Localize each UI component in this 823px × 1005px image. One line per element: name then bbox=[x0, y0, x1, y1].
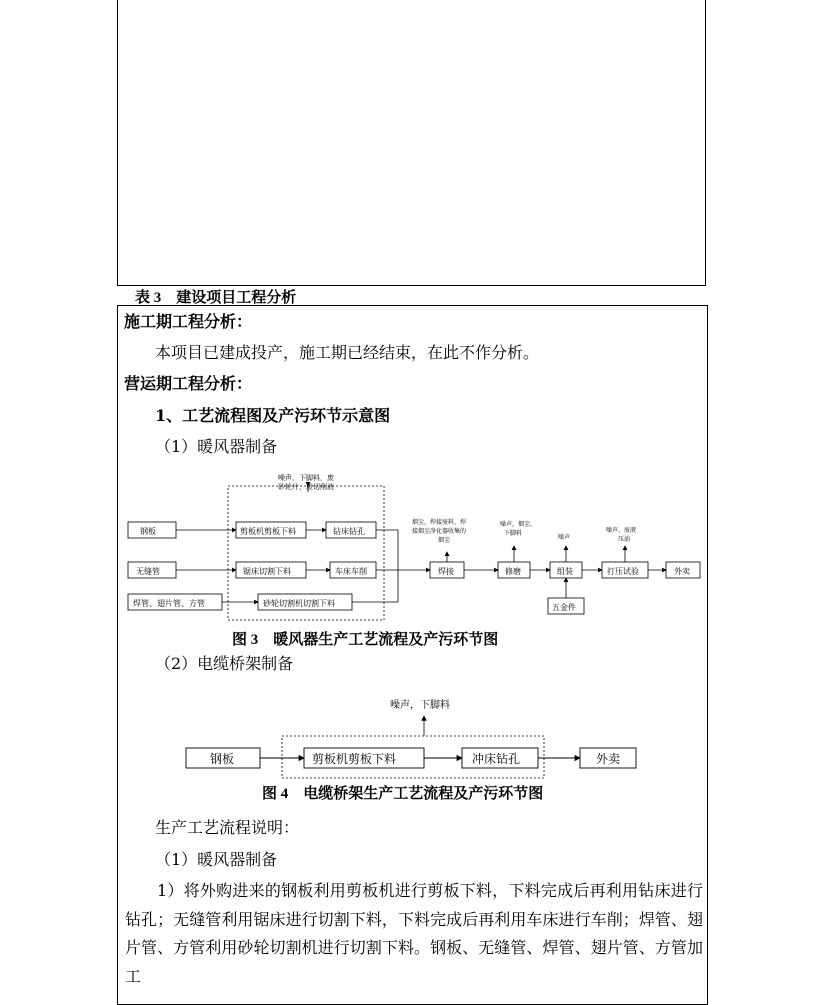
pollutant-test-2: 压油 bbox=[618, 536, 631, 543]
fig4-punch: 冲床钻孔 bbox=[472, 752, 521, 766]
item-heater: （1）暖风器制备 bbox=[155, 437, 278, 456]
pollutant-weld-1: 烟尘，焊接废料，焊 bbox=[412, 519, 467, 526]
construction-text: 本项目已建成投产，施工期已经结束，在此不作分析。 bbox=[155, 343, 540, 362]
step-assemble: 组装 bbox=[557, 567, 573, 576]
step-pressure-test: 打压试验 bbox=[607, 567, 639, 576]
description-paragraph: 1）将外购进来的钢板利用剪板机进行剪板下料，下料完成后再利用钻床进行钻孔；无缝管利用锯床进行切割下料，下料完成后再利用车床进行车削；焊管、翅片管、方管利用砂轮切割机进行切割下料。钢板、无缝管、焊管、翅片管、方管加工 bbox=[125, 881, 703, 986]
input-hardware: 五金件 bbox=[552, 603, 576, 612]
step-saw: 锯床切割下料 bbox=[243, 567, 291, 576]
fig4-steel: 钢板 bbox=[210, 752, 235, 766]
figure3-caption: 图 3 暖风器生产工艺流程及产污环节图 bbox=[232, 632, 499, 648]
operation-heading: 营运期工程分析： bbox=[124, 374, 253, 393]
pollutant-test-1: 噪声，废液 bbox=[606, 527, 637, 534]
pollutant-cutting-2: 砂轮片，废切削液 bbox=[278, 483, 334, 491]
construction-heading: 施工期工程分析： bbox=[124, 312, 253, 331]
step-weld: 焊接 bbox=[438, 567, 454, 576]
pollutant-weld-2: 接烟尘净化器收集的 bbox=[412, 528, 467, 535]
table-caption: 表 3 建设项目工程分析 bbox=[135, 290, 297, 306]
fig4-sell: 外卖 bbox=[596, 752, 621, 766]
description-item-heater: （1）暖风器制备 bbox=[155, 850, 278, 869]
step-grinding: 修磨 bbox=[505, 567, 521, 576]
step-sell: 外卖 bbox=[674, 567, 690, 576]
pollutant-grind-2: 下脚料 bbox=[504, 530, 523, 537]
figure4-caption: 图 4 电缆桥架生产工艺流程及产污环节图 bbox=[262, 786, 544, 802]
step-drill: 钻床钻孔 bbox=[333, 527, 365, 536]
input-pipes: 焊管、翅片管、方管 bbox=[133, 599, 205, 608]
figure4-pollutant: 噪声，下脚料 bbox=[390, 700, 450, 711]
top-table-cell bbox=[117, 0, 706, 286]
pollutant-cutting-1: 噪声，下脚料，废 bbox=[278, 474, 334, 482]
pollutant-weld-3: 烟尘 bbox=[438, 537, 451, 544]
step-shear: 剪板机剪板下料 bbox=[240, 527, 296, 536]
flow-subheading: 1、工艺流程图及产污环节示意图 bbox=[155, 406, 391, 425]
pollutant-grind-1: 噪声，烟尘， bbox=[500, 521, 537, 528]
step-grind-cut: 砂轮切割机切割下料 bbox=[263, 599, 335, 608]
input-seamless-pipe: 无缝管 bbox=[136, 567, 160, 576]
figure4-diagram bbox=[118, 690, 708, 782]
pollutant-assembly: 噪声 bbox=[558, 534, 571, 541]
input-steel: 钢板 bbox=[140, 527, 156, 536]
figure3-diagram bbox=[118, 466, 708, 626]
description-heading: 生产工艺流程说明： bbox=[155, 818, 300, 837]
step-lathe: 车床车削 bbox=[335, 567, 367, 576]
fig4-shear: 剪板机剪板下料 bbox=[312, 752, 397, 766]
item-cable-tray: （2）电缆桥架制备 bbox=[155, 654, 294, 673]
